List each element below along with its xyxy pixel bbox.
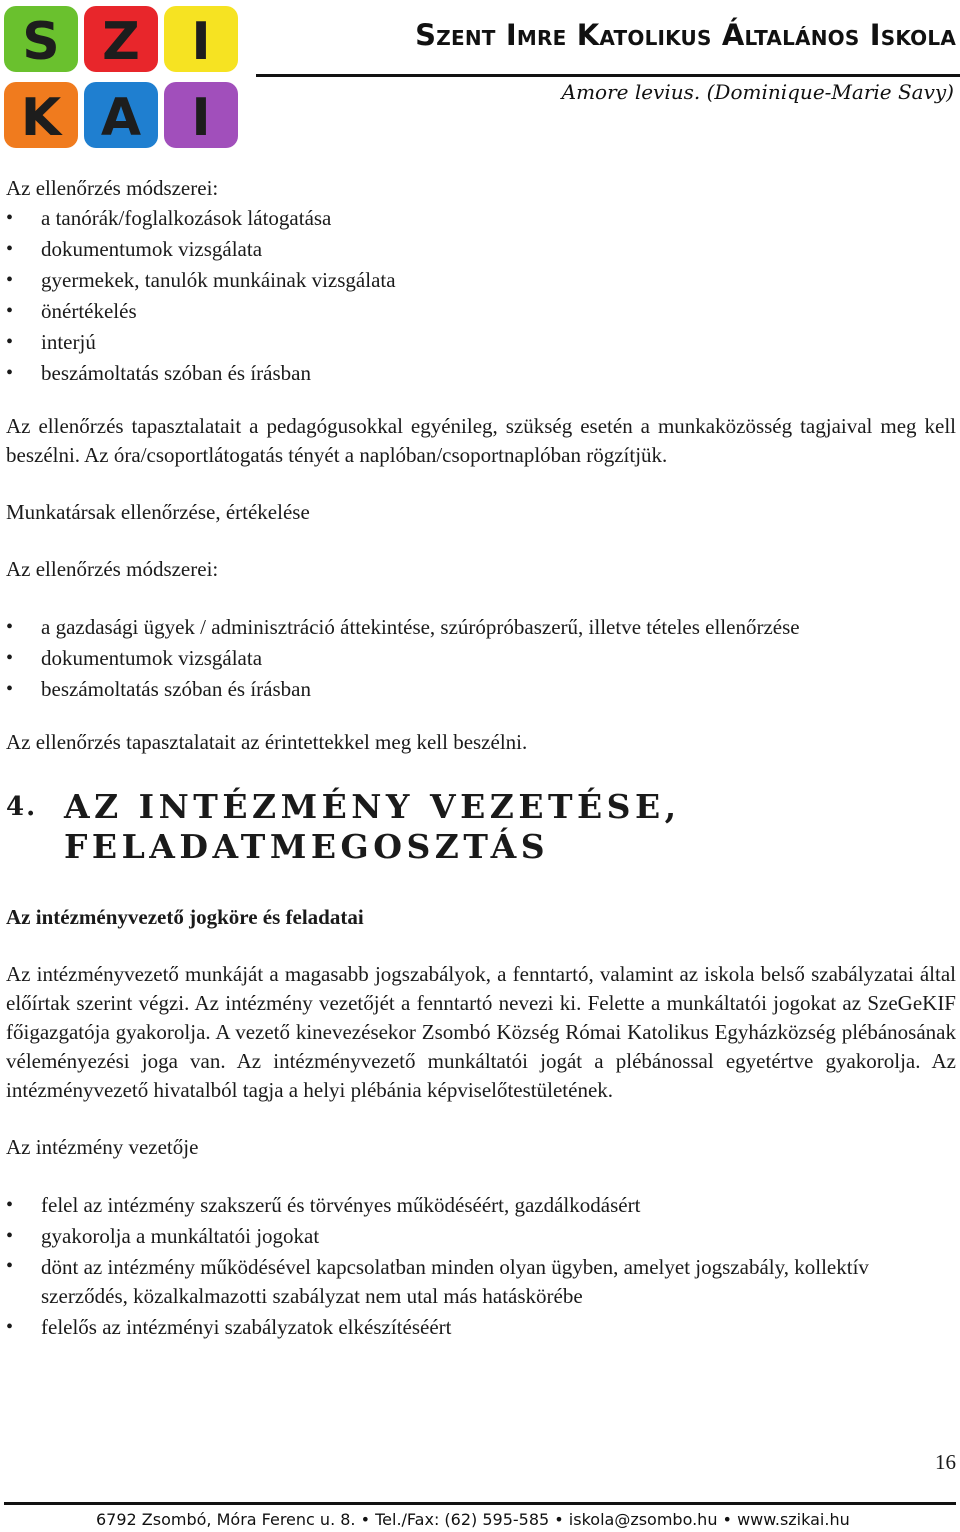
- leader-heading: Az intézmény vezetője: [6, 1135, 199, 1159]
- list-item: • interjú: [6, 327, 956, 358]
- duties-list: [6, 1190, 956, 1343]
- school-name: Szent Imre Katolikus Általános Iskola: [415, 18, 956, 52]
- chapter-title: AZ INTÉZMÉNY VEZETÉSE, FELADATMEGOSZTÁS: [64, 787, 681, 866]
- logo-letter-i: I: [191, 12, 211, 72]
- list-item: • beszámoltatás szóban és írásban: [6, 674, 956, 705]
- school-motto: Amore levius. (Dominique-Marie Savy): [561, 80, 954, 104]
- logo-letter-s: S: [22, 12, 60, 72]
- list-item: • a tanórák/foglalkozások látogatása: [6, 203, 956, 234]
- paragraph: Az intézményvezető munkáját a magasabb jogszabályok, a fenntartó, valamint az iskola belső szabályzatai által előírtak szerint végzi. Az intézmény vezetőjét a fenntartó nevezi ki. Felette a munkáltatói jogokat az SzeGeKIF főigazgatója gyakorolja. A vezető kinevezésekor Zsombó Község Római Katolikus Egyházközség plébánosának véleményezési joga van. Az intézményvezető munkáltatói jogát a plébánossal egyetértve gyakorolja. Az intézményvezető hivatalból tagja a helyi plébánia képviselőtestületének.: [6, 962, 956, 1102]
- header-divider: [256, 74, 960, 77]
- list-item: • felelős az intézményi szabályzatok elkészítéséért: [6, 1312, 956, 1343]
- footer-contact: 6792 Zsombó, Móra Ferenc u. 8. • Tel./Fax: (62) 595-585 • iskola@zsombo.hu • www.szikai.hu: [96, 1510, 850, 1529]
- methods-list: [6, 612, 956, 705]
- paragraph: Az ellenőrzés tapasztalatait az érintettekkel meg kell beszélni.: [6, 730, 528, 754]
- subheading: Az intézményvezető jogköre és feladatai: [6, 905, 364, 929]
- logo-letter-z: Z: [102, 12, 140, 72]
- logo-letter-k: K: [20, 88, 62, 148]
- list-item: • felel az intézmény szakszerű és törvényes működéséért, gazdálkodásért: [6, 1190, 956, 1221]
- list-item: • beszámoltatás szóban és írásban: [6, 358, 956, 389]
- list-item: • gyermekek, tanulók munkáinak vizsgálata: [6, 265, 956, 296]
- methods-heading: Az ellenőrzés módszerei:: [6, 176, 219, 200]
- list-item: • a gazdasági ügyek / adminisztráció áttekintése, szúrópróbaszerű, illetve tételes ellenőrzése: [6, 612, 956, 643]
- paragraph: Az ellenőrzés tapasztalatait a pedagógusokkal egyénileg, szükség esetén a munkaközösség tagjaival meg kell beszélni. Az óra/csoportlátogatás tényét a naplóban/csoportnaplóban rögzítjük.: [6, 414, 956, 467]
- logo-letter-i2: I: [191, 88, 211, 148]
- methods-list: [6, 203, 956, 389]
- page-number: 16: [935, 1450, 956, 1474]
- list-item: • gyakorolja a munkáltatói jogokat: [6, 1221, 956, 1252]
- list-item: • dönt az intézmény működésével kapcsolatban minden olyan ügyben, amelyet jogszabály, kollektív szerződés, közalkalmazotti szabályzat nem utal más hatáskörébe: [6, 1252, 956, 1312]
- footer-divider: [4, 1502, 956, 1505]
- list-item: • önértékelés: [6, 296, 956, 327]
- methods-heading: Az ellenőrzés módszerei:: [6, 557, 219, 581]
- chapter-number: 4.: [6, 792, 38, 822]
- list-item: • dokumentumok vizsgálata: [6, 234, 956, 265]
- school-logo: [2, 4, 242, 152]
- list-item: • dokumentumok vizsgálata: [6, 643, 956, 674]
- section-heading: Munkatársak ellenőrzése, értékelése: [6, 500, 310, 524]
- logo-letter-a: A: [100, 88, 142, 148]
- chapter-heading: [6, 787, 956, 867]
- page-content: [6, 174, 956, 1343]
